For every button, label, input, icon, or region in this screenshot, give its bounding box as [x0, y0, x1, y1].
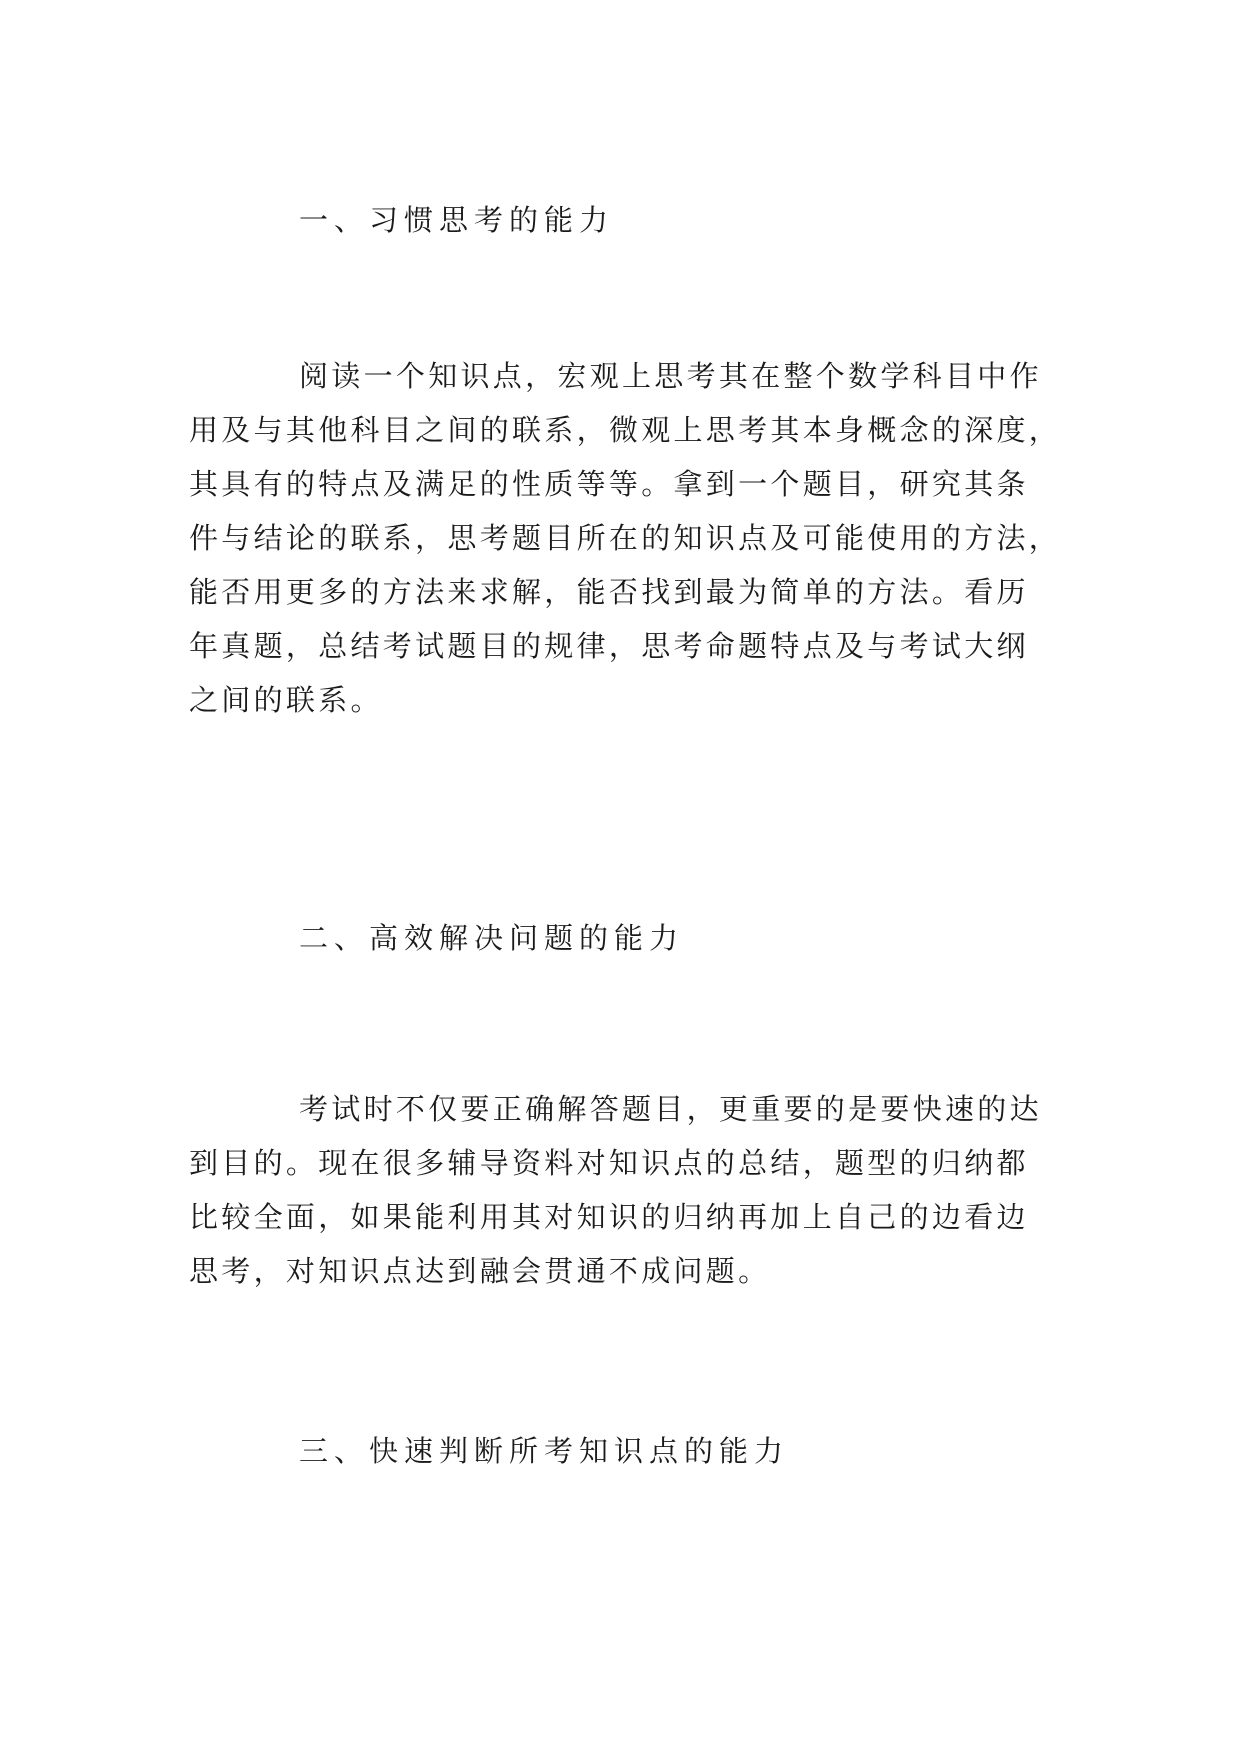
paragraph-line: 件与结论的联系，思考题目所在的知识点及可能使用的方法， [189, 521, 1062, 555]
section-heading-2: 二、高效解决问题的能力 [299, 921, 685, 955]
paragraph-line: 阅读一个知识点，宏观上思考其在整个数学科目中作 [299, 359, 1042, 393]
paragraph-line: 思考，对知识点达到融会贯通不成问题。 [189, 1254, 771, 1288]
paragraph-line: 其具有的特点及满足的性质等等。拿到一个题目，研究其条 [189, 467, 1029, 501]
paragraph-line: 用及与其他科目之间的联系，微观上思考其本身概念的深度， [189, 413, 1062, 447]
paragraph-line: 之间的联系。 [189, 683, 383, 717]
paragraph-line: 到目的。现在很多辅导资料对知识点的总结，题型的归纳都 [189, 1146, 1029, 1180]
paragraph-line: 比较全面，如果能利用其对知识的归纳再加上自己的边看边 [189, 1200, 1029, 1234]
paragraph-line: 考试时不仅要正确解答题目，更重要的是要快速的达 [299, 1092, 1042, 1126]
section-heading-1: 一、习惯思考的能力 [299, 203, 615, 237]
section-paragraph-1 [189, 349, 1061, 727]
paragraph-line: 年真题，总结考试题目的规律，思考命题特点及与考试大纲 [189, 629, 1029, 663]
section-heading-3: 三、快速判断所考知识点的能力 [299, 1434, 790, 1468]
section-paragraph-2 [189, 1082, 1061, 1298]
paragraph-line: 能否用更多的方法来求解，能否找到最为简单的方法。看历 [189, 575, 1029, 609]
